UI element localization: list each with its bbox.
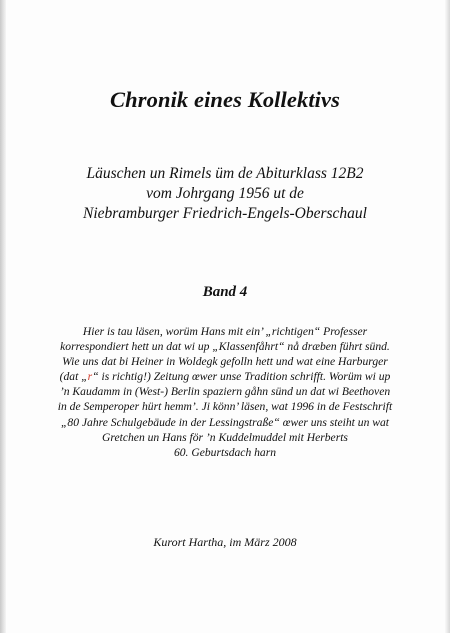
subtitle-line: Niebramburger Friedrich-Engels-Oberschaul [83, 205, 367, 222]
subtitle-line: vom Johrgang 1956 ut de [146, 185, 304, 202]
paragraph-line: Hier is tau läsen, worüm Hans mit ein’ „richtigen“ Professer [82, 325, 368, 338]
paragraph-line: 60. Geburtsdach harn [173, 445, 277, 459]
place-and-date: Kurort Hartha, im März 2008 [153, 535, 297, 549]
paragraph-line-part: “ is richtig!) Zeitung œwer unse Tradition schrifft. Worüm wi up [92, 370, 391, 384]
description-paragraph [22, 324, 428, 460]
paragraph-line: korrespondiert hett un dat wi up „Klassenfåhrt“ nå dræben führt sünd. [60, 340, 390, 354]
paragraph-line: in de Semperoper hürt hemm’. Ji könn’ läsen, wat 1996 in de Festschrift [57, 400, 393, 414]
paragraph-line: ’n Kaudamm in (West-) Berlin spaziern gåhn sünd un dat wi Beethoven [59, 385, 391, 399]
paragraph-line-part: (dat „ [59, 370, 88, 384]
subtitle [0, 164, 450, 224]
volume-label: Band 4 [202, 284, 248, 300]
highlighted-r: r [87, 370, 93, 384]
subtitle-line: Läuschen un Rimels üm de Abiturklass 12B2 [86, 165, 364, 182]
paragraph-line [22, 369, 428, 384]
paragraph-line: Wie uns dat bi Heiner in Woldegk gefolln hett und wat eine Harburger [62, 355, 388, 369]
paragraph-line: Gretchen un Hans för ’n Kuddelmuddel mit Herberts [102, 430, 348, 444]
page-title: Chronik eines Kollektivs [110, 87, 340, 112]
paragraph-line: „80 Jahre Schulgebäude in der Lessingstraße“ œwer uns steiht un wat [60, 415, 390, 429]
